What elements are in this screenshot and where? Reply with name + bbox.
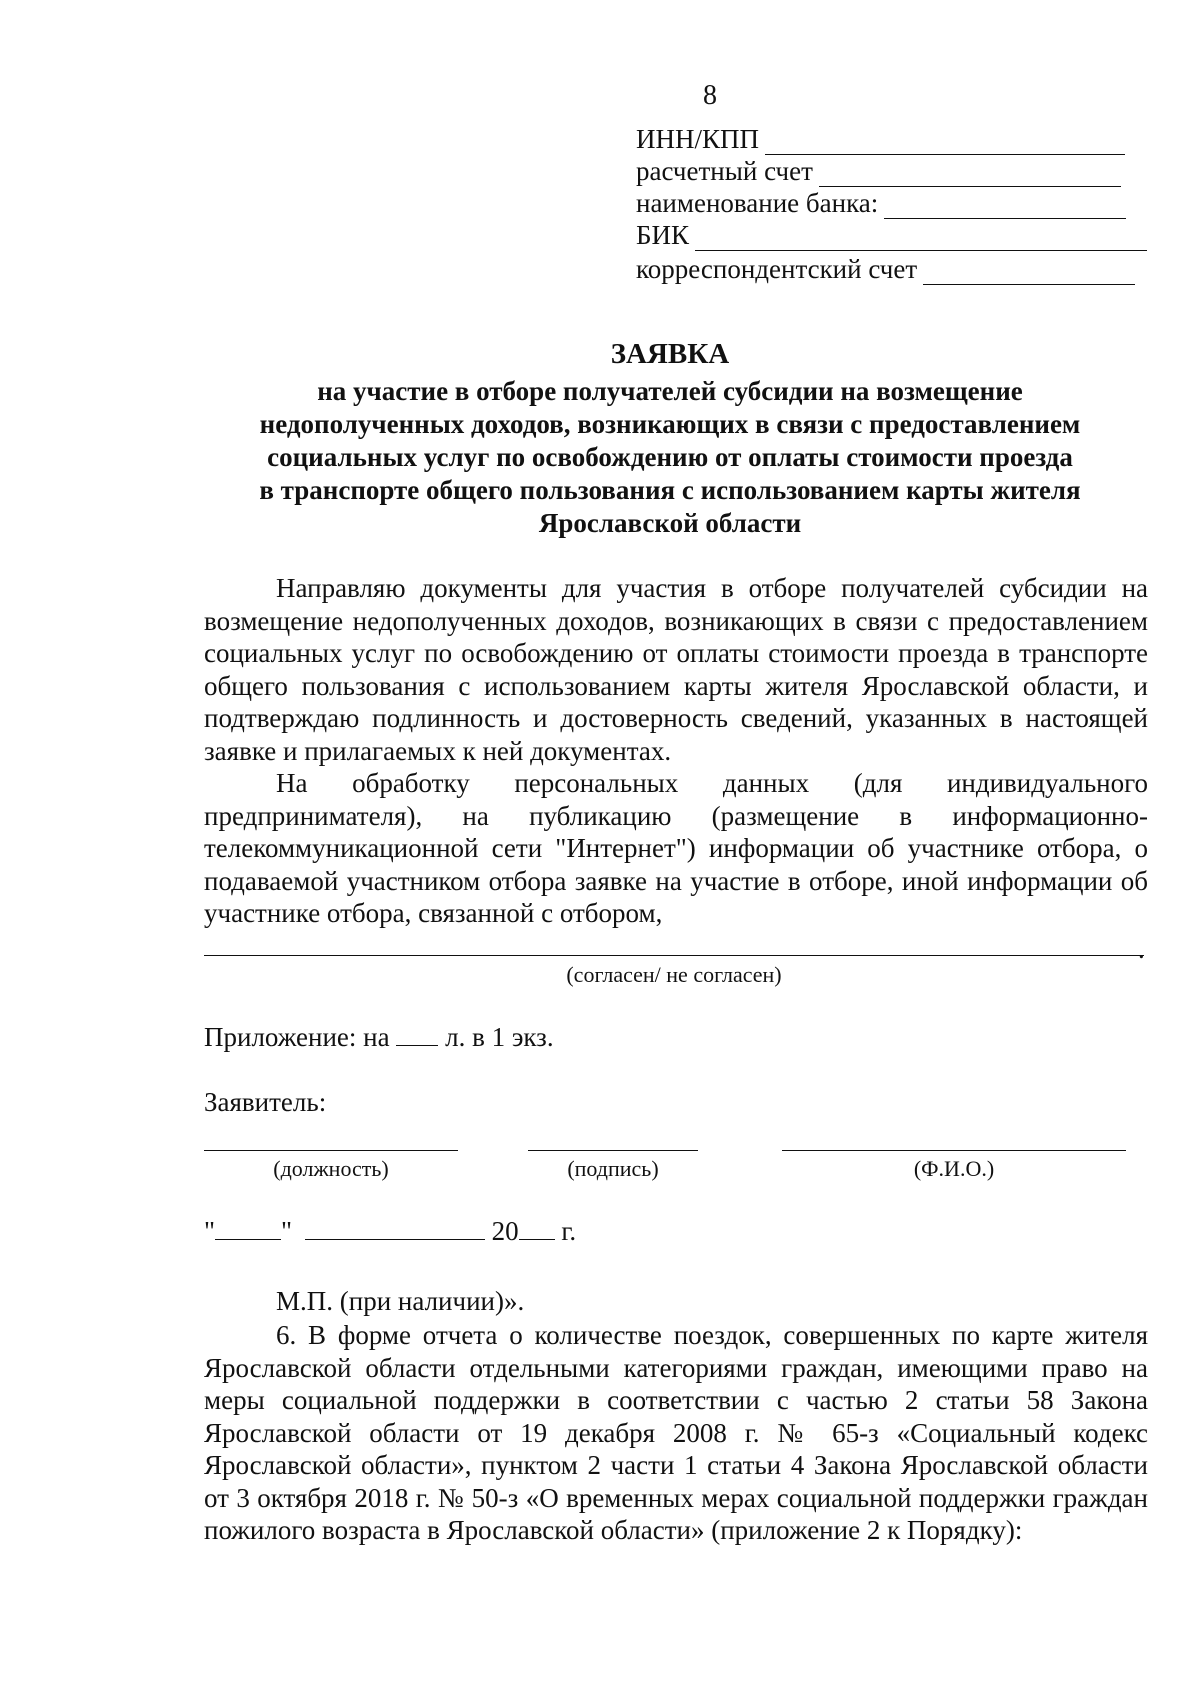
position-blank xyxy=(204,1150,458,1151)
attachment-prefix: Приложение: на xyxy=(204,1022,390,1052)
inn-kpp-label: ИНН/КПП xyxy=(636,124,760,154)
title-line-1: на участие в отборе получателей субсидии на возмещение xyxy=(317,376,1023,406)
paragraph-documents-text: Направляю документы для участия в отборе получателей субсидии на возмещение недополученных доходов, возникающих в связи с предоставлением социальных услуг по освобождению от оплаты стоимости проезда в транспорте общего пользования с использованием карты жителя Ярославской области, и подтверждаю подлинность и достоверность сведений, указанных в настоящей заявке и прилагаемых к ней документах. xyxy=(204,573,1148,766)
applicant-label: Заявитель: xyxy=(204,1087,327,1117)
date-year-prefix: 20 xyxy=(491,1216,519,1246)
consent-period: . xyxy=(1138,934,1145,964)
paragraph-consent xyxy=(204,767,1148,930)
account-blank xyxy=(819,164,1121,187)
paragraph-consent-text: На обработку персональных данных (для индивидуального предпринимателя), на публикацию (размещение в информационно-телекоммуникационной сети "Интернет") информации об участнике отбора, о подаваемой участником отбора заявке на участие в отборе, иной информации об участнике отбора, связанной с отбором, xyxy=(204,768,1148,928)
title-line-3: социальных услуг по освобождению от оплаты стоимости проезда xyxy=(267,442,1073,472)
position-caption: (должность) xyxy=(273,1156,389,1181)
bank-name-line xyxy=(636,188,1126,219)
paragraph-6 xyxy=(204,1319,1148,1547)
paragraph-6-text: 6. В форме отчета о количестве поездок, совершенных по карте жителя Ярославской области отдельными категориями граждан, имеющими право на меры социальной поддержки в соответствии с частью 2 статьи 58 Закона Ярославской области от 19 декабря 2008 г. № 65-з «Социальный кодекс Ярославской области», пунктом 2 части 1 статьи 4 Закона Ярославской области от 3 октября 2018 г. № 50-з «О временных мерах социальной поддержки граждан пожилого возраста в Ярославской области» (приложение 2 к Порядку): xyxy=(204,1320,1148,1545)
account-label: расчетный счет xyxy=(636,156,813,186)
bank-name-label: наименование банка: xyxy=(636,188,879,218)
signature-blank xyxy=(528,1150,698,1151)
signature-caption: (подпись) xyxy=(567,1156,659,1181)
application-title xyxy=(200,338,1140,540)
consent-blank xyxy=(204,955,1144,956)
full-name-blank xyxy=(782,1150,1126,1151)
stamp-note: М.П. (при наличии)». xyxy=(276,1286,525,1316)
inn-kpp-blank xyxy=(765,132,1125,155)
attachment-pages-blank xyxy=(396,1025,438,1046)
paragraph-documents xyxy=(204,572,1148,767)
bank-name-blank xyxy=(884,196,1126,219)
date-year-blank xyxy=(519,1219,555,1240)
corr-account-label: корреспондентский счет xyxy=(636,254,918,284)
corr-account-blank xyxy=(923,262,1135,285)
date-day-blank xyxy=(215,1219,281,1240)
bik-line xyxy=(636,220,1147,251)
date-line xyxy=(204,1216,576,1247)
account-line xyxy=(636,156,1121,187)
corr-account-line xyxy=(636,254,1135,285)
bik-label: БИК xyxy=(636,220,690,250)
date-open-quote: " xyxy=(204,1216,216,1246)
date-close-quote: " xyxy=(281,1216,293,1246)
title-main: ЗАЯВКА xyxy=(610,338,730,370)
date-suffix: г. xyxy=(561,1216,577,1246)
full-name-caption: (Ф.И.О.) xyxy=(913,1156,995,1181)
title-line-5: Ярославской области xyxy=(538,508,802,538)
title-line-4: в транспорте общего пользования с использованием карты жителя xyxy=(259,475,1081,505)
bik-blank xyxy=(695,228,1147,251)
title-line-2: недополученных доходов, возникающих в связи с предоставлением xyxy=(259,409,1081,439)
date-month-blank xyxy=(305,1219,485,1240)
consent-caption: (согласен/ не согласен) xyxy=(566,962,782,987)
attachment-suffix: л. в 1 экз. xyxy=(445,1022,554,1052)
inn-kpp-line xyxy=(636,124,1125,155)
page-number: 8 xyxy=(703,80,717,111)
attachment-line xyxy=(204,1022,554,1053)
